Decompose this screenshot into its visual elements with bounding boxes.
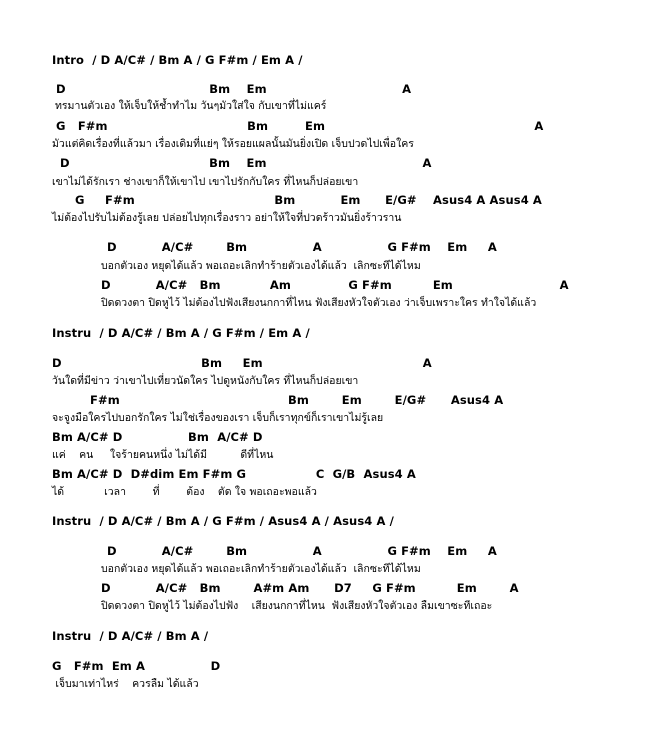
chord-line: D Bm Em A [60, 156, 432, 170]
chord-line: F#m Bm Em E/G# Asus4 A [90, 393, 504, 407]
lyric-line: วันใดที่มีข่าว ว่าเขาไปเที่ยวนัดใคร ไปดูหนังกับใคร ที่ไหนก็ปล่อยเขา [52, 375, 359, 387]
chord-line: G F#m Bm Em E/G# Asus4 A Asus4 A [75, 193, 542, 207]
lyric-line: เขาไม่ได้รักเรา ช่างเขาก็ให้เขาไป เขาไปรักกับใคร ที่ไหนก็ปล่อยเขา [52, 176, 359, 188]
lyric-line: ทรมานตัวเอง ให้เจ็บให้ช้ำทำไม วันๆมัวใส่ใจ กับเขาที่ไม่แคร์ [55, 100, 327, 112]
lyric-line: ได้ เวลา ที่ ต้อง ตัด ใจ พอเถอะพอแล้ว [52, 486, 317, 498]
chord-line: D Bm Em A [56, 82, 412, 96]
chord-line: G F#m Em A D [52, 659, 221, 673]
lyric-line: แค่ คน ใจร้ายคนหนึ่ง ไม่ได้มี ดีที่ไหน [52, 449, 274, 461]
intro-line: Intro / D A/C# / Bm A / G F#m / Em A / [52, 53, 303, 67]
lyric-line: จะจูงมือใครไปบอกรักใคร ไม่ใช่เรื่องของเรา เจ็บก็เราทุกข์ก็เราเขาไม่รู้เลย [52, 412, 384, 424]
lyric-line: ปิดดวงตา ปิดหูไว้ ไม่ต้องไปฟัง เสียงนกกาที่ไหน ฟังเสียงหัวใจตัวเอง ลืมเขาซะทีเถอะ [101, 600, 493, 612]
chord-line: G F#m Bm Em A [56, 119, 544, 133]
chord-line: D A/C# Bm A G F#m Em A [107, 544, 497, 558]
instru-line: Instru / D A/C# / Bm A / G F#m / Asus4 A / Asus4 A / [52, 514, 394, 528]
chord-line: Bm A/C# D D#dim Em F#m G C G/B Asus4 A [52, 467, 416, 481]
chord-line: D A/C# Bm Am G F#m Em A [101, 278, 569, 292]
lyric-line: บอกตัวเอง หยุดได้แล้ว พอเถอะเลิกทำร้ายตัวเองได้แล้ว เลิกซะทีได้ไหม [101, 260, 421, 272]
lyric-line: มัวแต่คิดเรื่องที่แล้วมา เรื่องเดิมที่แย่ๆ ให้รอยแผลนั้นมันยิ่งเปิด เจ็บปวดไปเพื่อใคร [52, 138, 414, 150]
chord-line: D Bm Em A [52, 356, 432, 370]
instru-line: Instru / D A/C# / Bm A / [52, 629, 209, 643]
lyric-line: เจ็บมาเท่าไหร่ ควรลืม ได้แล้ว [52, 678, 199, 690]
chord-line: D A/C# Bm A G F#m Em A [107, 240, 497, 254]
chord-line: Bm A/C# D Bm A/C# D [52, 430, 263, 444]
chord-line: D A/C# Bm A#m Am D7 G F#m Em A [101, 581, 519, 595]
instru-line: Instru / D A/C# / Bm A / G F#m / Em A / [52, 326, 310, 340]
lyric-line: ไม่ต้องไปรับไม่ต้องรู้เลย ปล่อยไปทุกเรื่องราว อย่าให้ใจที่ปวดร้าวมันยิ่งร้าวราน [52, 212, 402, 224]
lyric-line: บอกตัวเอง หยุดได้แล้ว พอเถอะเลิกทำร้ายตัวเองได้แล้ว เลิกซะทีได้ไหม [101, 563, 421, 575]
lyric-line: ปิดดวงตา ปิดหูไว้ ไม่ต้องไปฟังเสียงนกกาที่ไหน ฟังเสียงหัวใจตัวเอง ว่าเจ็บเพราะใคร ทำใจได้แล้ว [101, 297, 537, 309]
